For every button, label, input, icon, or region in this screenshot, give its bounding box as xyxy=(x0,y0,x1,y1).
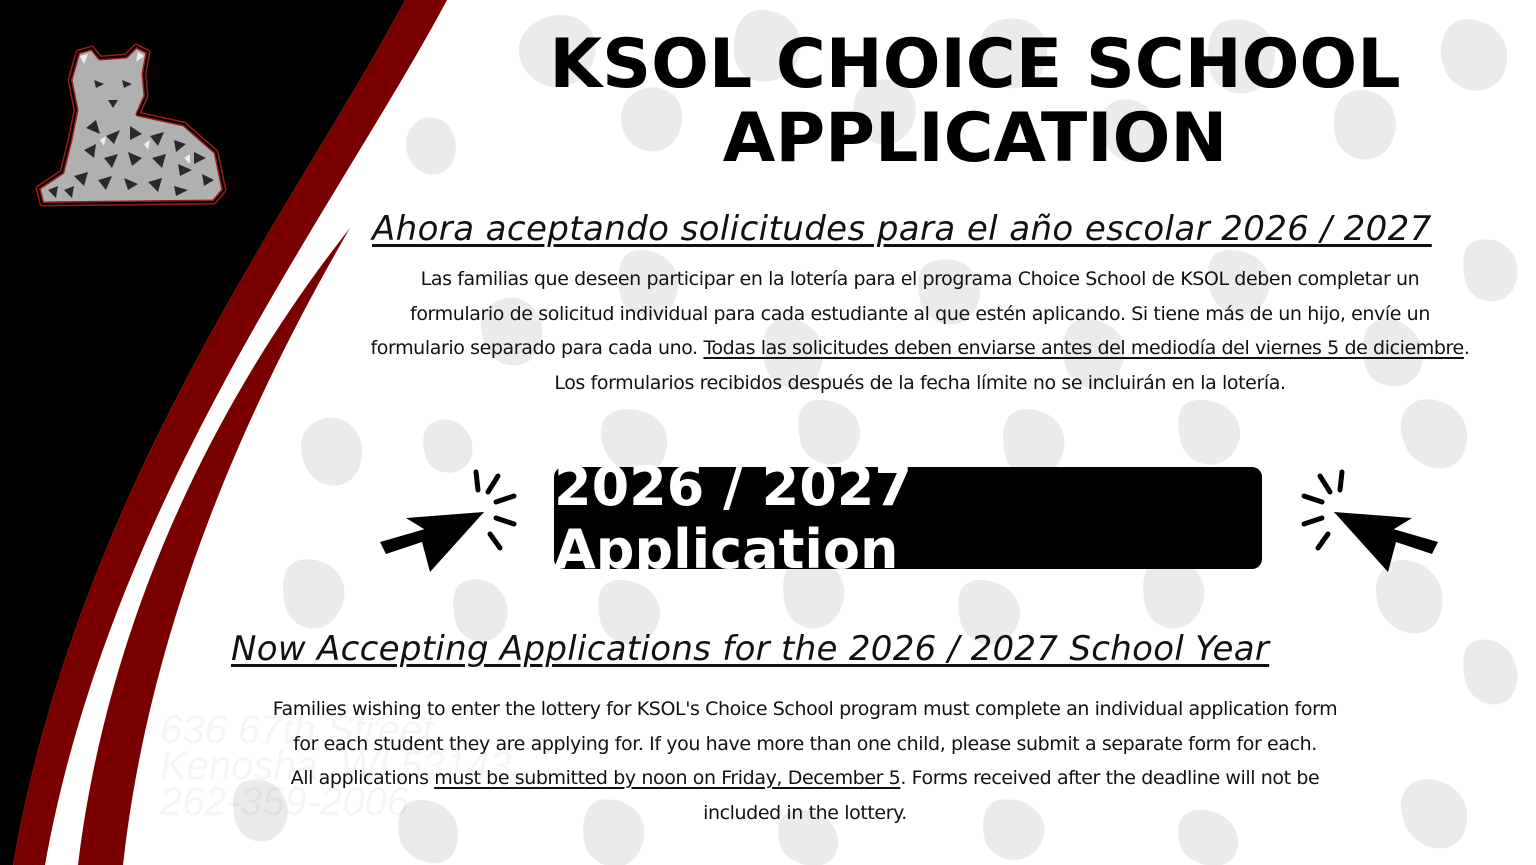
title-line-2: APPLICATION xyxy=(722,99,1228,178)
english-paragraph xyxy=(200,692,1410,830)
english-line-3-end: . Forms received after the deadline will not be xyxy=(900,767,1320,789)
english-line-2: for each student they are applying for. If you have more than one child, please submit a separate form for each. xyxy=(293,732,1317,755)
cursor-click-icon xyxy=(1292,466,1442,574)
spanish-deadline: Todas las solicitudes deben enviarse antes del mediodía del viernes 5 de diciembre xyxy=(703,337,1464,359)
english-line-3 xyxy=(200,761,1410,796)
page-title xyxy=(480,25,1470,178)
spanish-line-3 xyxy=(320,331,1520,366)
english-line-3-text: All applications xyxy=(290,767,435,789)
application-button-label: 2026 / 2027 Application xyxy=(554,455,912,581)
jaguar-mascot-icon xyxy=(34,40,230,210)
english-heading: Now Accepting Applications for the 2026 / 2027 School Year xyxy=(231,629,1270,669)
english-line-1: Families wishing to enter the lottery for KSOL's Choice School program must complete an individual application form xyxy=(272,698,1338,720)
spanish-line-3-end: . xyxy=(1463,337,1470,359)
title-line-1: KSOL CHOICE SCHOOL xyxy=(549,25,1401,104)
spanish-line-1: Las familias que deseen participar en la lotería para el programa Choice School de KSOL deben completar un xyxy=(420,268,1420,290)
english-deadline: must be submitted by noon on Friday, December 5 xyxy=(434,767,901,789)
cursor-click-icon xyxy=(376,466,526,574)
spanish-line-4: Los formularios recibidos después de la fecha límite no se incluirán en la lotería. xyxy=(554,371,1286,394)
spanish-paragraph xyxy=(320,262,1520,400)
english-line-4: included in the lottery. xyxy=(703,801,907,824)
spanish-line-2: formulario de solicitud individual para cada estudiante al que estén aplicando. Si tiene más de un hijo, envíe un xyxy=(410,302,1430,325)
application-button[interactable] xyxy=(554,455,1262,581)
spanish-heading: Ahora aceptando solicitudes para el año escolar 2026 / 2027 xyxy=(372,209,1432,249)
spanish-line-3-text: formulario separado para cada uno. xyxy=(370,337,704,359)
